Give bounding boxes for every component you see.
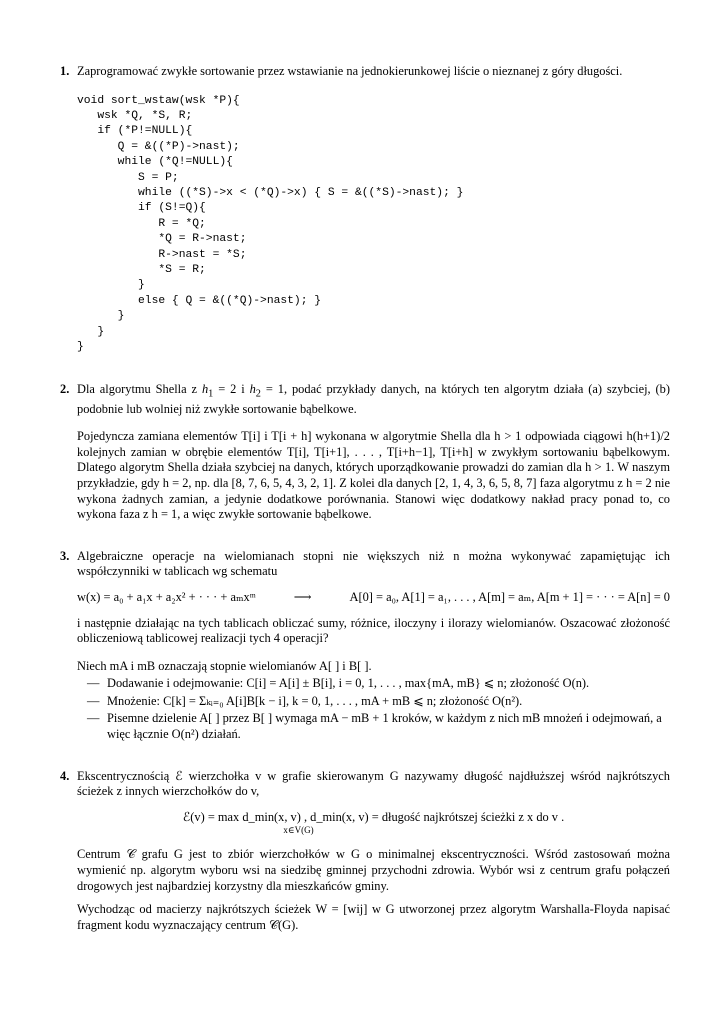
answer-intro: Niech mA i mB oznaczają stopnie wielomianów A[ ] i B[ ]. (77, 658, 372, 673)
formula-right: A[0] = a₀, A[1] = a₁, . . . , A[m] = aₘ, A[m + 1] = · · · = A[n] = 0 (349, 589, 670, 604)
text-span: Dla algorytmu Shella z (77, 381, 202, 396)
formula-row (77, 590, 670, 606)
problem-text-2: i następnie działając na tych tablicach obliczać sumy, różnice, iloczyny i ilorazy wielomianów. Oszacować złożoność obliczeniową tablicowej realizacji tych 4 operacji? (77, 615, 670, 646)
formula-arrow: ⟶ (293, 589, 312, 604)
answer-text: Pojedyncza zamiana elementów T[i] i T[i + h] wykonana w algorytmie Shella dla h > 1 odpowiada ciągowi h(h+1)/2 kolejnych zamian w obrębie elementów T[i], T[i+1], . . . , T[i+h−1], T[i+h] w zwykłym sortowaniu bąbelkowym. Dlatego algorytm Shella działa szybciej na danych, których uporządkowanie prowadzi do zamian dla h > 1. W naszym przykładzie, gdy h = 2, np. dla [8, 7, 6, 5, 4, 3, 2, 1]. Z kolei dla danych [2, 1, 4, 3, 6, 5, 8, 7] faza algorytmu z h = 2 nie wykona żadnych zamian, a jedynie dodatkowe porównania. Stanowi więc dodatkowy nakład pracy ponad to, co wykona faza z h = 1, a więc zwykłe sortowanie bąbelkowe. (77, 429, 670, 522)
problem-number: 4. (60, 768, 70, 783)
code-line: R = *Q; (77, 217, 206, 230)
code-line: wsk *Q, *S, R; (77, 110, 193, 122)
code-line: } (77, 341, 84, 354)
problem-text: Algebraiczne operacje na wielomianach stopni nie większych niż n można wykonywać zapamiętując ich współczynniki w tablicach wg schematu (77, 548, 670, 579)
formula-main: ℰ(v) = max d_min(x, v) , d_min(x, v) = długość najkrótszej ścieżki z x do v . (182, 809, 565, 824)
math-sub: 2 (255, 387, 261, 399)
code-line: if (*P!=NULL){ (77, 125, 193, 138)
text-span: = 2 i (213, 381, 250, 396)
code-line: while ((*S)->x < (*Q)->x) { S = &((*S)->nast); } (77, 187, 464, 200)
code-line: *S = R; (77, 264, 206, 277)
problem-text: Ekscentrycznością ℰ wierzchołka v w grafie skierowanym G nazywamy długość najdłuższej wśród najkrótszych ścieżek z innych wierzchołków do v, (77, 768, 670, 799)
problem-number: 3. (60, 548, 70, 563)
formula-eccentricity (77, 810, 670, 836)
answer-item: — Pisemne dzielenie A[ ] przez B[ ] wymaga mA − mB + 1 kroków, w każdym z nich mB mnożeń i odejmowań, a więc łącznie O(n²) działań. (77, 711, 670, 742)
math-var: h (249, 381, 256, 396)
problem-number: 1. (60, 64, 70, 78)
problem-2 (60, 382, 670, 523)
document-page (60, 64, 670, 933)
code-line: } (77, 279, 145, 292)
answer-item: — Dodawanie i odejmowanie: C[i] = A[i] ± B[i], i = 0, 1, . . . , max{mA, mB} ⩽ n; złożoność O(n). (77, 676, 670, 692)
code-line: } (77, 325, 105, 338)
code-line: R->nast = *S; (77, 248, 247, 261)
text-span: = 1, podać przykłady danych, na których ten algorytm działa (a) szybciej, (b) podobnie lub wolniej niż zwykłe sortowanie bąbelkowe. (77, 381, 670, 416)
task-text: Wychodząc od macierzy najkrótszych ścieżek W = [wij] w G utworzonej przez algorytm Warshalla-Floyda napisać fragment kodu wyznaczający centrum 𝒞(G). (77, 902, 670, 932)
code-line: } (77, 310, 125, 323)
code-line: S = P; (77, 171, 179, 184)
answer-item: — Mnożenie: C[k] = Σₖᵢ₌₀ A[i]B[k − i], k = 0, 1, . . . , mA + mB ⩽ n; złożoność O(n²). (77, 694, 670, 710)
math-var: h (201, 381, 209, 396)
code-line: void sort_wstaw(wsk *P){ (77, 94, 240, 107)
code-line: if (S!=Q){ (77, 202, 206, 215)
code-line: Q = &((*P)->nast); (77, 140, 240, 153)
formula-left: w(x) = a₀ + a₁x + a₂x² + · · · + aₘxᵐ (77, 589, 256, 604)
problem-1 (60, 64, 670, 356)
code-line: *Q = R->nast; (77, 233, 247, 246)
problem-text: Zaprogramować zwykłe sortowanie przez wstawianie na jednokierunkowej liście o nieznanej z góry długości. (77, 64, 623, 78)
code-line: while (*Q!=NULL){ (77, 156, 233, 169)
problem-3 (60, 549, 670, 743)
problem-number: 2. (60, 381, 70, 396)
code-line: else { Q = &((*Q)->nast); } (77, 294, 322, 307)
definition-text: Centrum 𝒞 grafu G jest to zbiór wierzchołków w G o minimalnej ekscentryczności. Wśród zastosowań można wymienić np. algorytm wyboru wsi na siedzibę gminnej przychodni zdrowia. Wybór wsi z centrum grafu połączeń drogowych jest najbardziej korzystny dla mieszkańców gminy. (77, 847, 670, 893)
problem-4 (60, 769, 670, 934)
code-block (77, 94, 670, 356)
math-sub: 1 (208, 387, 214, 399)
formula-subscript: x∈V(G) (283, 825, 314, 836)
problem-text (77, 382, 670, 418)
